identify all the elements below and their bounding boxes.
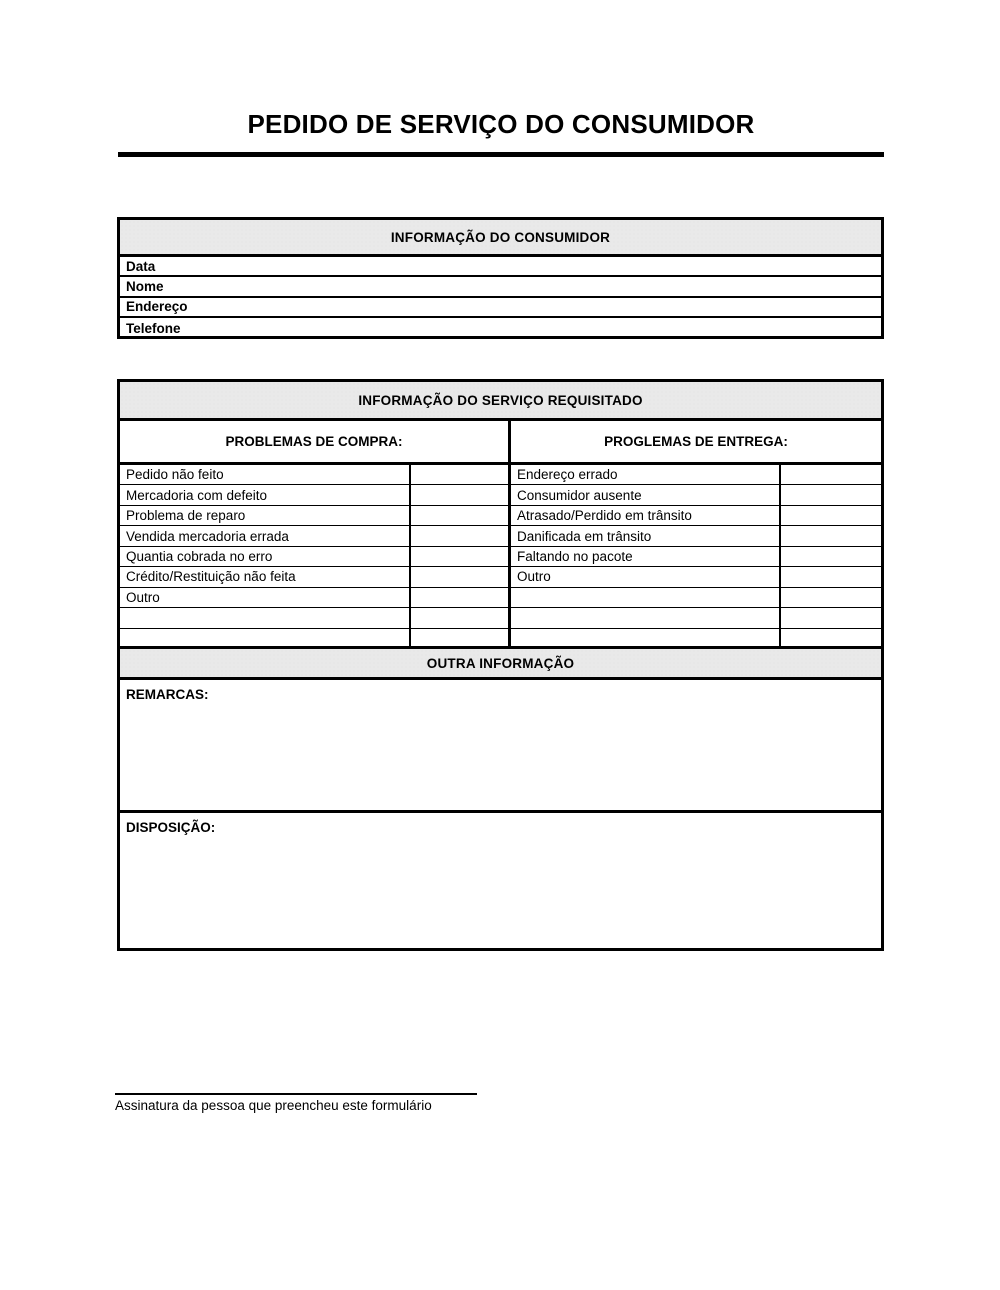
field-label-data: Data (126, 258, 156, 274)
field-label-nome: Nome (126, 278, 164, 294)
consumer-information-table (117, 217, 884, 339)
purchase-problem-checkbox[interactable] (411, 588, 511, 607)
problem-checklist-grid (120, 465, 881, 649)
signature-line[interactable] (115, 1093, 477, 1095)
delivery-problems-header: PROGLEMAS DE ENTREGA: (604, 434, 788, 449)
field-label-telefone: Telefone (126, 320, 181, 336)
delivery-problem-label: Endereço errado (511, 465, 781, 484)
other-information-header: OUTRA INFORMAÇÃO (120, 649, 881, 680)
delivery-problem-label: Faltando no pacote (511, 547, 781, 566)
checklist-row (120, 567, 881, 587)
signature-caption: Assinatura da pessoa que preencheu este formulário (115, 1098, 432, 1113)
disposition-label: DISPOSIÇÃO: (126, 820, 216, 835)
purchase-problem-label-blank[interactable] (120, 608, 411, 627)
delivery-problem-checkbox[interactable] (781, 506, 881, 525)
checklist-row (120, 629, 881, 649)
checklist-row (120, 608, 881, 628)
disposition-field[interactable] (120, 813, 881, 947)
page-title: PEDIDO DE SERVIÇO DO CONSUMIDOR (247, 109, 755, 139)
delivery-problem-label: Outro (511, 567, 781, 586)
delivery-problem-label (511, 588, 781, 607)
delivery-problem-label-blank[interactable] (511, 608, 781, 627)
purchase-problem-label: Vendida mercadoria errada (120, 526, 411, 545)
checklist-row (120, 588, 881, 608)
purchase-problem-checkbox[interactable] (411, 485, 511, 504)
checklist-row (120, 506, 881, 526)
field-row-telefone[interactable] (120, 318, 881, 338)
service-section-header: INFORMAÇÃO DO SERVIÇO REQUISITADO (120, 382, 881, 421)
delivery-problem-checkbox[interactable] (781, 547, 881, 566)
title-divider (118, 152, 884, 157)
purchase-problem-label: Mercadoria com defeito (120, 485, 411, 504)
remarks-label: REMARCAS: (126, 687, 209, 702)
purchase-problem-label: Crédito/Restituição não feita (120, 567, 411, 586)
purchase-problem-label: Outro (120, 588, 411, 607)
consumer-section-header: INFORMAÇÃO DO CONSUMIDOR (120, 220, 881, 257)
purchase-problem-label-blank[interactable] (120, 629, 411, 649)
purchase-problem-checkbox[interactable] (411, 465, 511, 484)
delivery-problem-checkbox[interactable] (781, 485, 881, 504)
delivery-problem-checkbox[interactable] (781, 526, 881, 545)
delivery-problem-label: Consumidor ausente (511, 485, 781, 504)
field-label-endereco: Endereço (126, 299, 188, 315)
purchase-problem-checkbox[interactable] (411, 608, 511, 627)
delivery-problem-checkbox[interactable] (781, 608, 881, 627)
delivery-problem-checkbox[interactable] (781, 588, 881, 607)
checklist-row (120, 547, 881, 567)
problem-category-header-row (120, 421, 881, 465)
delivery-problem-label: Atrasado/Perdido em trânsito (511, 506, 781, 525)
checklist-row (120, 485, 881, 505)
purchase-problem-label: Problema de reparo (120, 506, 411, 525)
field-row-endereco[interactable] (120, 298, 881, 318)
purchase-problem-checkbox[interactable] (411, 506, 511, 525)
purchase-problem-label: Pedido não feito (120, 465, 411, 484)
delivery-problem-checkbox[interactable] (781, 465, 881, 484)
purchase-problems-header: PROBLEMAS DE COMPRA: (120, 421, 511, 462)
checklist-row (120, 526, 881, 546)
delivery-problem-checkbox[interactable] (781, 567, 881, 586)
checklist-row (120, 465, 881, 485)
purchase-problem-checkbox[interactable] (411, 567, 511, 586)
delivery-problem-label: Danificada em trânsito (511, 526, 781, 545)
purchase-problem-label: Quantia cobrada no erro (120, 547, 411, 566)
delivery-problem-label-blank[interactable] (511, 629, 781, 649)
purchase-problem-checkbox[interactable] (411, 526, 511, 545)
service-information-table (117, 379, 884, 951)
remarks-field[interactable] (120, 680, 881, 813)
field-row-nome[interactable] (120, 277, 881, 297)
purchase-problem-checkbox[interactable] (411, 547, 511, 566)
delivery-problem-checkbox[interactable] (781, 629, 881, 649)
purchase-problem-checkbox[interactable] (411, 629, 511, 649)
field-row-data[interactable] (120, 257, 881, 277)
